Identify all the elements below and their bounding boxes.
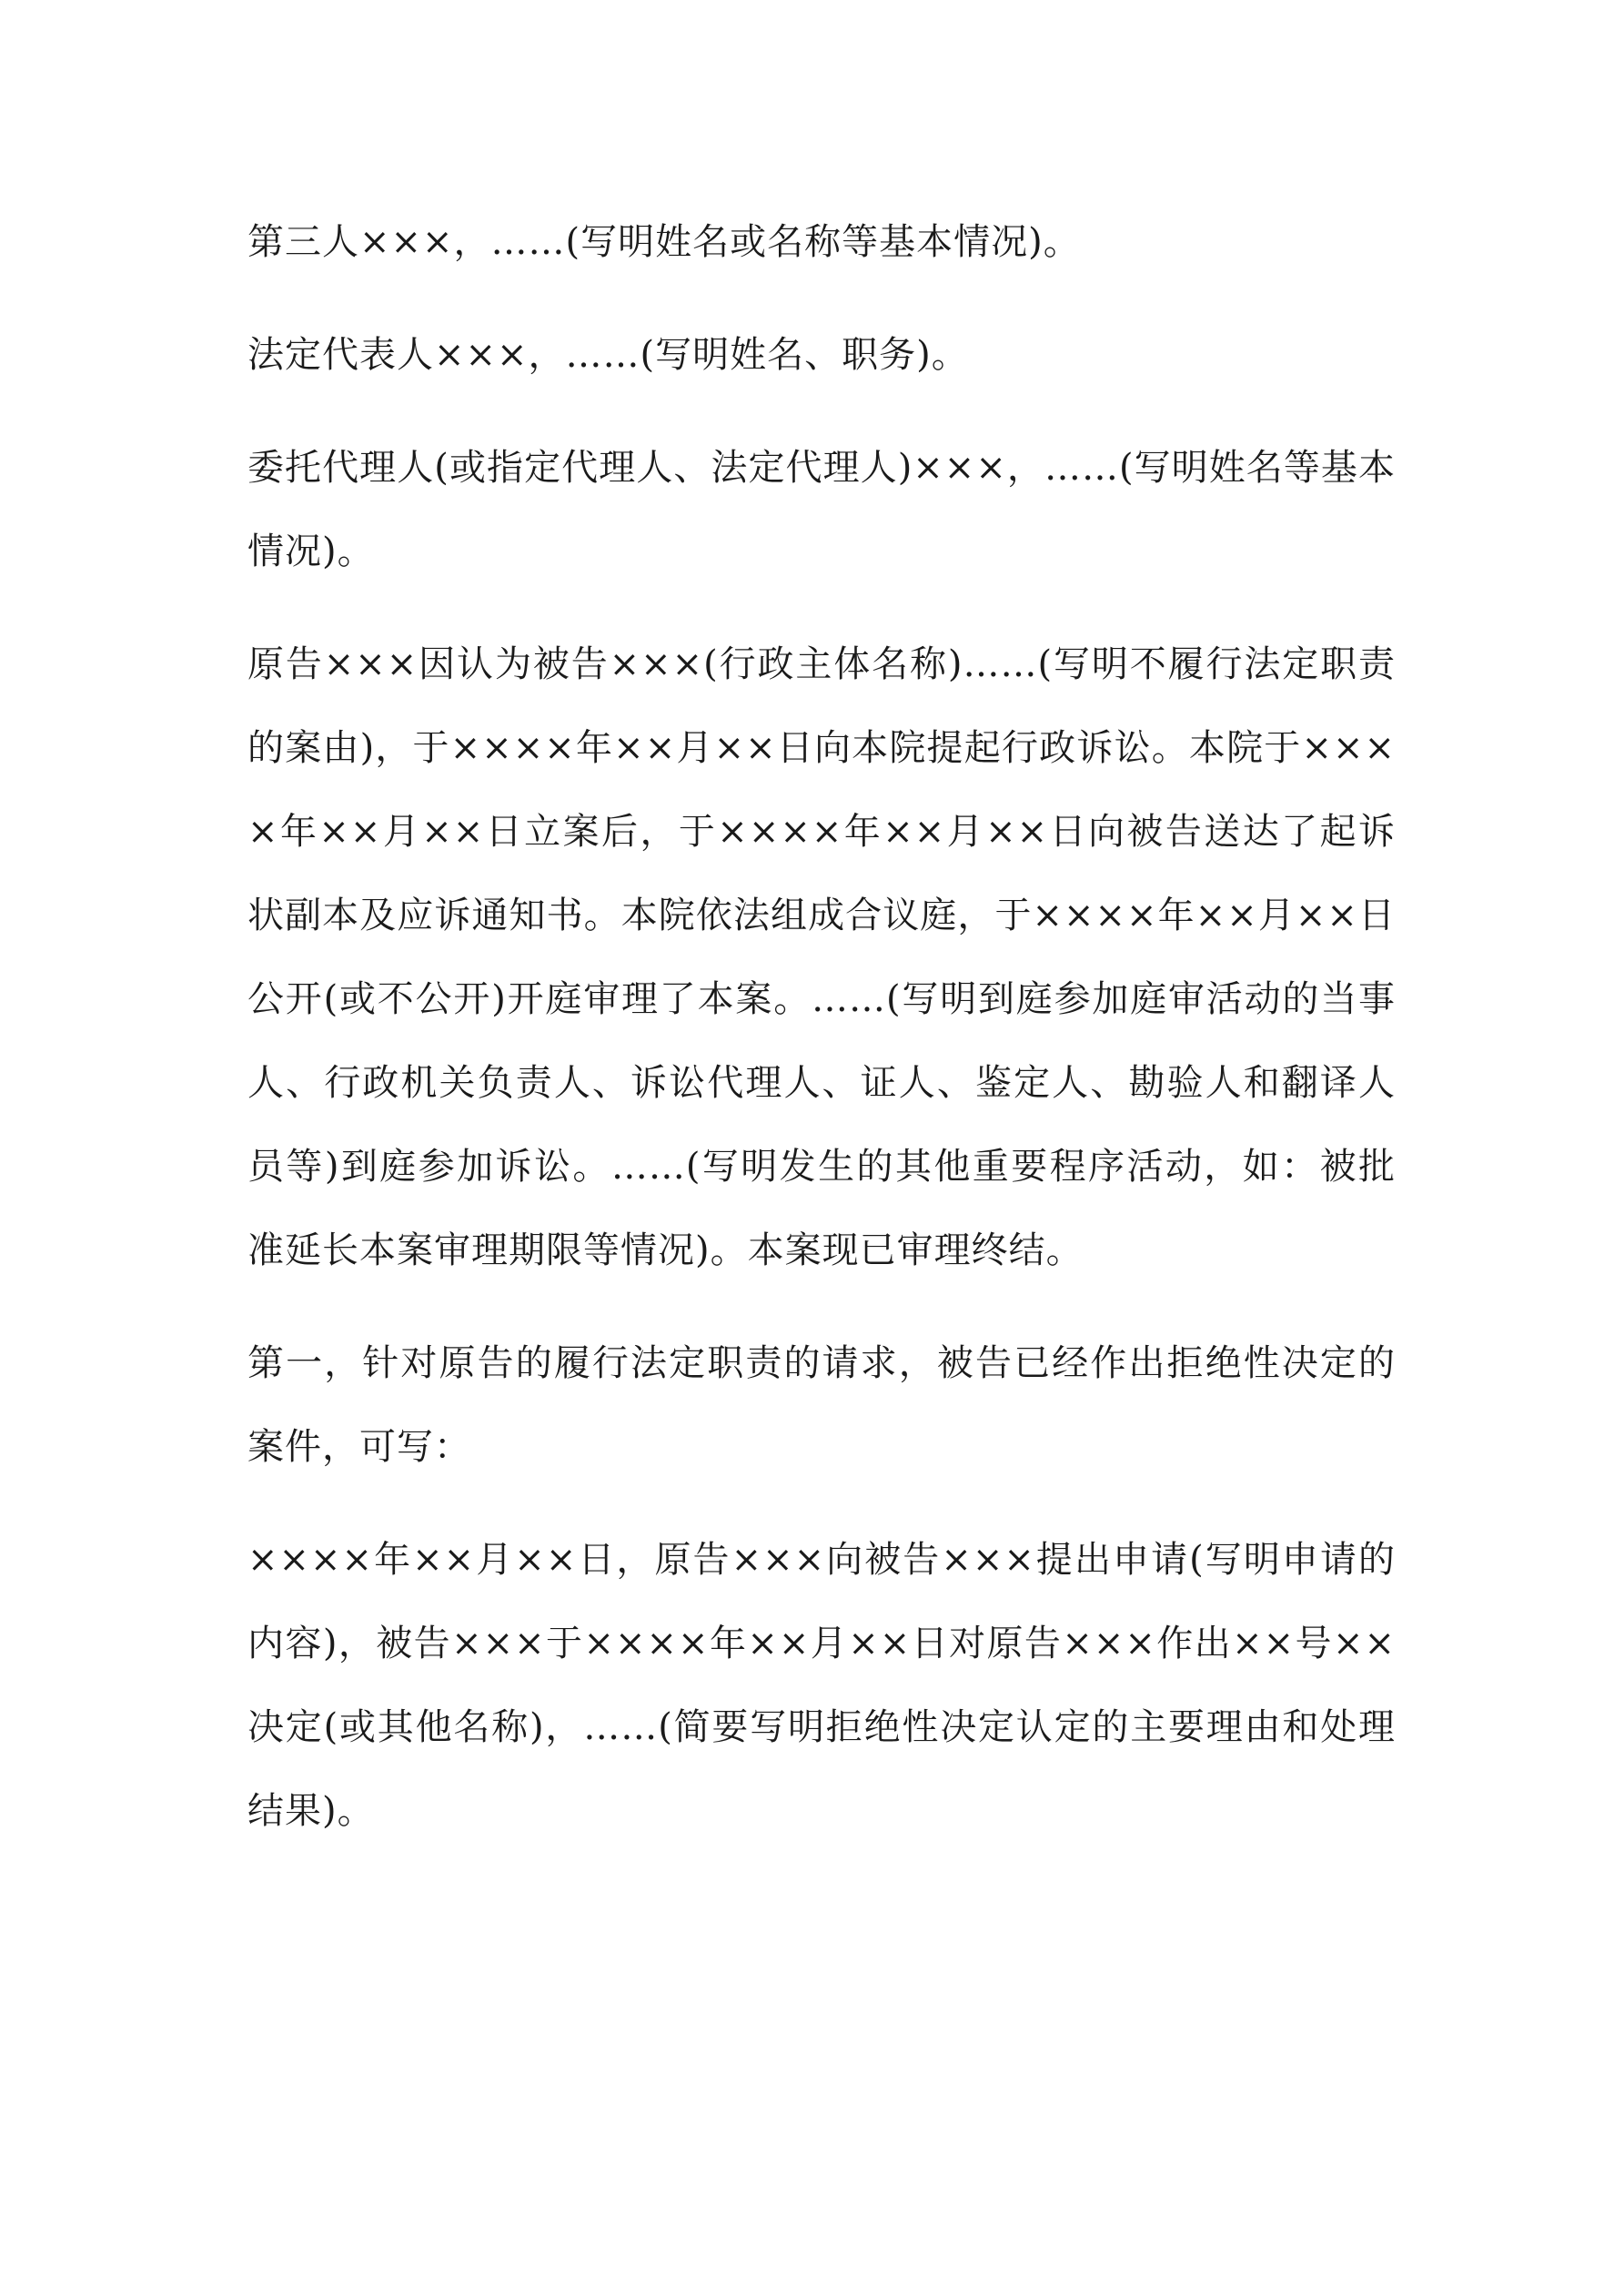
- paragraph-application-details: ××××年××月××日，原告×××向被告×××提出申请(写明申请的内容)，被告×××于××××年××月××日对原告×××作出××号××决定(或其他名称)，……(简要写明拒绝性决定认定的主要理由和处理结果)。: [247, 1539, 1396, 1832]
- paragraph-legal-representative: 法定代表人×××，……(写明姓名、职务)。: [247, 334, 969, 376]
- document-body: [247, 200, 1396, 1882]
- paragraph-agent: 委托代理人(或指定代理人、法定代理人)×××，……(写明姓名等基本情况)。: [247, 447, 1396, 572]
- paragraph-case-procedure: 原告×××因认为被告×××(行政主体名称)……(写明不履行法定职责的案由)，于××××年××月××日向本院提起行政诉讼。本院于××××年××月××日立案后，于××××年××月××日向被告送达了起诉状副本及应诉通知书。本院依法组成合议庭，于××××年××月××日公开(或不公开)开庭审理了本案。……(写明到庭参加庭审活动的当事人、行政机关负责人、诉讼代理人、证人、鉴定人、勘验人和翻译人员等)到庭参加诉讼。……(写明发生的其他重要程序活动，如：被批准延长本案审理期限等情况)。本案现已审理终结。: [247, 643, 1396, 1271]
- paragraph-first-point: 第一，针对原告的履行法定职责的请求，被告已经作出拒绝性决定的案件，可写：: [247, 1342, 1396, 1468]
- paragraph-third-party: 第三人×××，……(写明姓名或名称等基本情况)。: [247, 221, 1081, 263]
